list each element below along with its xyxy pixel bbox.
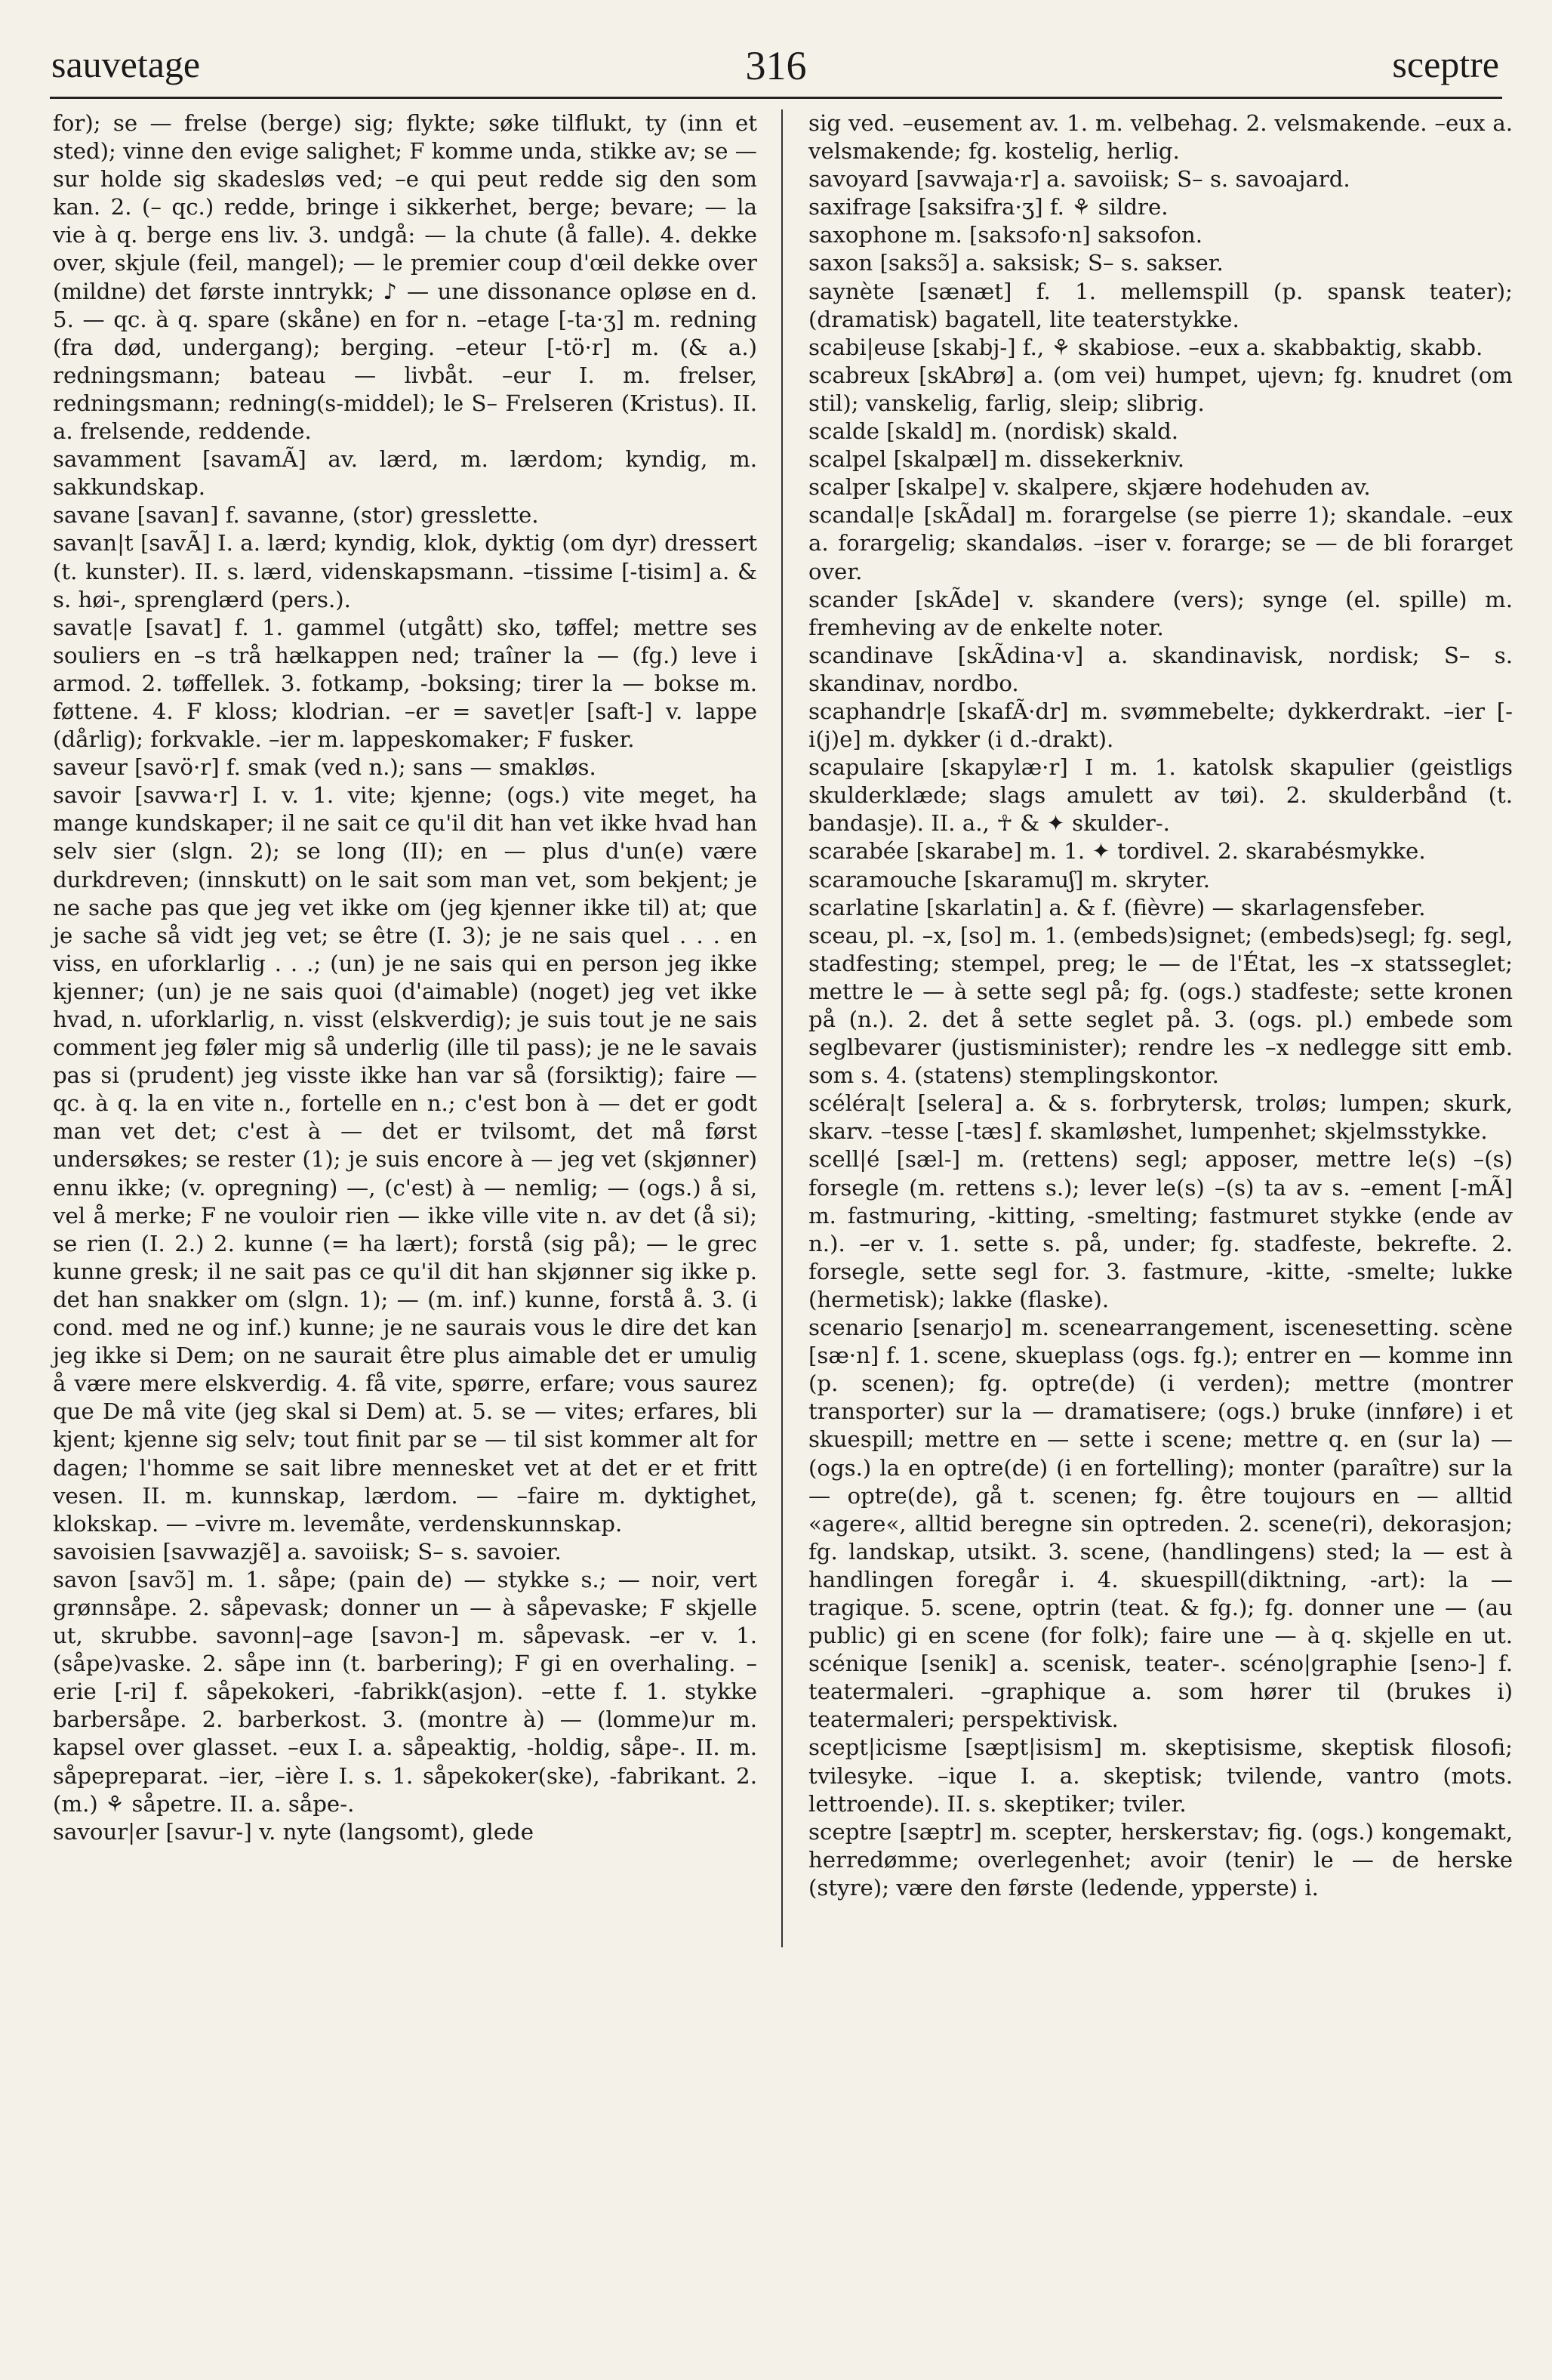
right-column — [795, 109, 1513, 1902]
entry: saxifrage [saksifra·ʒ] f. ⚘ sildre. — [808, 194, 1169, 220]
right-guide-word: sceptre — [1392, 43, 1499, 85]
entry: for); se — frelse (berge) sig; flykte; søke tilflukt, ty (inn et sted); vinne den evige salighet; F komme unda, stikke av; se — sur holde sig skadesløs ved; –e qui peut redde sig den som kan. 2. (– qc.) redde, bringe i sikkerhet, berge; bevare; — la vie à q. berge ens liv. 3. undgå: — la chute (å falle). 4. dekke over, skjule (feil, mangel); — le premier coup d'œil dekke over (mildne) det første inntrykk; ♪ — une dissonance opløse en d. 5. — qc. à q. spare (skåne) en for n. –etage [-ta·ʒ] m. redning (fra død, undergang); berging. –eteur [-tö·r] m. (& a.) redningsmann; bateau — livbåt. –eur I. m. frelser, redningsmann; redning(s-middel); le S– Frelseren (Kristus). II. a. frelsende, reddende. — [53, 110, 757, 445]
entry: sig ved. –eusement av. 1. m. velbehag. 2. velsmakende. –eux a. velsmakende; fg. kostelig, herlig. — [808, 110, 1513, 165]
entry: scabi|euse [skabj-] f., ⚘ skabiose. –eux a. skabbaktig, skabb. — [808, 334, 1483, 360]
entry: saxophone m. [saksɔfo·n] saksofon. — [808, 222, 1203, 248]
entry: scalde [skald] m. (nordisk) skald. — [808, 418, 1179, 445]
entry: savon [savɔ̃] m. 1. såpe; (pain de) — stykke s.; — noir, vert grønnsåpe. 2. såpevask; donner un — à såpevaske; F skjelle ut, skrubbe. savonn|–age [savɔn-] m. såpevask. –er v. 1. (såpe)vaske. 2. såpe inn (t. barbering); F gi en overhaling. –erie [-ri] f. såpekokeri, -fabrikk(asjon). –ette f. 1. stykke barbersåpe. 2. barberkost. 3. (montre à) — (lomme)ur m. kapsel over glasset. –eux I. a. såpeaktig, -holdig, såpe-. II. m. såpepreparat. –ier, –ière I. s. 1. såpekoker(ske), -fabrikant. 2. (m.) ⚘ såpetre. II. a. såpe-. — [53, 1566, 757, 1817]
entry: scalpel [skalpæl] m. dissekerkniv. — [808, 446, 1185, 473]
entry: savamment [savamÃ] av. lærd, m. lærdom; kyndig, m. sakkundskap. — [53, 446, 757, 501]
entry: scandal|e [skÃdal] m. forargelse (se pierre 1); skandale. –eux a. forargelig; skandaløs. –iser v. forarge; se — de bli forarget over. — [808, 502, 1513, 584]
entry: savat|e [savat] f. 1. gammel (utgått) sko, tøffel; mettre ses souliers en –s trå hælkappen ned; traîner la — (fg.) leve i armod. 2. tøffellek. 3. fotkamp, -boksing; tirer la — bokse m. føttene. 4. F kloss; klodrian. –er = savet|er [saft-] v. lappe (dårlig); forkvakle. –ier m. lappeskomaker; F fusker. — [53, 614, 757, 753]
entry: scept|icisme [sæpt|isism] m. skeptisisme, skeptisk filosofi; tvilesyke. –ique I. a. skeptisk; tvilende, vantro (mots. lettroende). II. s. skeptiker; tviler. — [808, 1734, 1513, 1817]
entry: savane [savan] f. savanne, (stor) gresslette. — [53, 502, 539, 529]
entry: scenario [senarjo] m. scenearrangement, iscenesetting. scène [sæ·n] f. 1. scene, skueplass (ogs. fg.); entrer en — komme inn (p. scenen); fg. optre(de) (i verden); mettre (montrer transporter) sur la — dramatisere; (ogs.) bruke (innføre) i et skuespill; mettre en — sette i scene; mettre q. en (sur la) — (ogs.) la en optre(de) (i en fortelling); monter (paraître) sur la — optre(de), gå t. scenen; fg. être toujours en — alltid «agere«, alltid beregne sin optreden. 2. scene(ri), dekorasjon; fg. landskap, utsikt. 3. scene, (handlingens) sted; la — est à handlingen foregår i. 4. skuespill(diktning, -art): la — tragique. 5. scene, optrin (teat. & fg.); fg. donner une — (au public) gi en scene (for folk); faire une — à q. skjelle en ut. scénique [senik] a. scenisk, teater-. scéno|graphie [senɔ-] f. teatermaleri. –graphique a. som hører til (brukes i) teatermaleri; perspektivisk. — [808, 1315, 1513, 1733]
left-guide-word: sauvetage — [51, 43, 201, 85]
entry: saveur [savö·r] f. smak (ved n.); sans — smakløs. — [53, 754, 596, 781]
entry: scabreux [skAbrø] a. (om vei) humpet, ujevn; fg. knudret (om stil); vanskelig, farlig, sleip; slibrig. — [808, 362, 1513, 416]
entry: scapulaire [skapylæ·r] I m. 1. katolsk skapulier (geistligs skulderklæde; slags amulett av tøi). 2. skulderbånd (t. bandasje). II. a., ☥ & ✦ skulder-. — [808, 754, 1513, 837]
left-column — [39, 109, 757, 1902]
entry: scandinave [skÃdina·v] a. skandinavisk, nordisk; S– s. skandinav, nordbo. — [808, 642, 1513, 696]
entry: saxon [saksɔ̃] a. saksisk; S– s. sakser. — [808, 250, 1224, 276]
running-header — [39, 42, 1513, 97]
entry: sceau, pl. –x, [so] m. 1. (embeds)signet; (embeds)segl; fg. segl, stadfesting; stempel, preg; le — de l'État, les –x statsseglet; mettre le — à sette segl på; fg. (ogs.) stadfeste; sette kronen på (n.). 2. det å sette seglet på. 3. (ogs. pl.) embede som seglbevarer (justisminister); rendre les –x nedlegge sitt emb. som s. 4. (statens) stemplingskontor. — [808, 922, 1513, 1089]
entry: savoisien [savwazjẽ] a. savoiisk; S– s. savoier. — [53, 1538, 562, 1565]
columns — [39, 109, 1513, 1902]
entry: scaramouche [skaramuʃ] m. skryter. — [808, 866, 1211, 892]
entry: savour|er [savur-] v. nyte (langsomt), glede — [53, 1818, 534, 1845]
entry: scarabée [skarabe] m. 1. ✦ tordivel. 2. skarabésmykke. — [808, 838, 1426, 865]
entry: scander [skÃde] v. skandere (vers); synge (el. spille) m. fremheving av de enkelte noter. — [808, 586, 1513, 640]
entry: savan|t [savÃ] I. a. lærd; kyndig, klok, dyktig (om dyr) dressert (t. kunster). II. s. lærd, videnskapsmann. –tissime [-tisim] a. & s. høi-, sprenglærd (pers.). — [53, 530, 757, 612]
column-divider — [781, 109, 783, 1947]
entry: sceptre [sæptr] m. scepter, herskerstav; fig. (ogs.) kongemakt, herredømme; overlegenhet; avoir (tenir) le — de herske (styre); være den første (ledende, ypperste) i. — [808, 1818, 1513, 1901]
entry: saynète [sænæt] f. 1. mellemspill (p. spansk teater); (dramatisk) bagatell, lite teaterstykke. — [808, 278, 1513, 332]
header-rule — [50, 97, 1502, 99]
entry: scélérа|t [selera] a. & s. forbrytersk, troløs; lumpen; skurk, skarv. –tesse [-tæs] f. skamløshet, lumpenhet; skjelmsstykke. — [808, 1090, 1513, 1145]
entry: scalper [skalpe] v. skalpere, skjære hodehuden av. — [808, 474, 1371, 501]
entry: scarlatine [skarlatin] a. & f. (fièvre) — skarlagensfeber. — [808, 894, 1426, 920]
page-number: 316 — [745, 43, 807, 88]
entry: savoir [savwa·r] I. v. 1. vite; kjenne; (ogs.) vite meget, ha mange kundskaper; il ne sait ce qu'il dit han vet ikke hvad han selv sier (slgn. 2); se long (II); en — plus d'un(e) være durkdreven; (innskutt) on le sait som man vet, som bekjent; je ne sache pas que jeg vet ikke om (jeg kjenner ikke til) at; que je sache så vidt jeg vet; se être (I. 3); je ne sais quel . . . en viss, en uforklarlig . . .; (un) je ne sais qui en person jeg ikke kjenner; (un) je ne sais quoi (d'aimable) (noget) jeg vet ikke hvad, n. uforklarlig, n. visst (elskverdig); je suis tout je ne sais comment jeg føler mig så underlig (ille til pass); je ne le savais pas si (prudent) jeg visste ikke han var så (forsiktig); faire — qc. à q. la en vite n., fortelle en n.; c'est bon à — det er godt man vet det; c'est à — det er tvilsomt, det må først undersøkes; se rester (1); je suis encore à — jeg vet (skjønner) ennu ikke; (v. opregning) —, (c'est) à — nemlig; — (ogs.) å si, vel å merke; F ne vouloir rien — ikke ville vite n. av det (å si); se rien (I. 2.) 2. kunne (= ha lært); forstå (sig på); — le grec kunne gresk; il ne sait pas ce qu'il dit han skjønner sig ikke p. det han snakker om (slgn. 1); — (m. inf.) kunne, forstå å. 3. (i cond. med ne og inf.) kunne; je ne saurais vous le dire det kan jeg ikke si Dem; on ne saurait être plus aimable det er umulig å være mere elskverdig. 4. få vite, spørre, erfare; vous saurez que De må vite (jeg skal si Dem) at. 5. se — vites; erfares, bli kjent; kjenne sig selv; tout finit par se — til sist kommer alt for dagen; l'homme se sait libre mennesket vet at det er et fritt vesen. II. m. kunnskap, lærdom. — –faire m. dyktighet, klokskap. — –vivre m. levemåte, verdenskunnskap. — [53, 782, 757, 1537]
entry: scell|é [sæl-] m. (rettens) segl; apposer, mettre le(s) –(s) forsegle (m. rettens s.); lever le(s) –(s) ta av s. –ement [-mÃ] m. fastmuring, -kitting, -smelting; fastmuret stykke (ende av n.). –er v. 1. sette s. på, under; fg. stadfeste, bekrefte. 2. forsegle, sette segl for. 3. fastmure, -kitte, -smelte; lukke (hermetisk); lakke (flaske). — [808, 1146, 1513, 1312]
entry: scaphandr|e [skafÃ·dr] m. svømmebelte; dykkerdrakt. –ier [-i(j)e] m. dykker (i d.-drakt). — [808, 698, 1513, 753]
entry: savoyard [savwaja·r] a. savoiisk; S– s. savoajard. — [808, 166, 1350, 193]
